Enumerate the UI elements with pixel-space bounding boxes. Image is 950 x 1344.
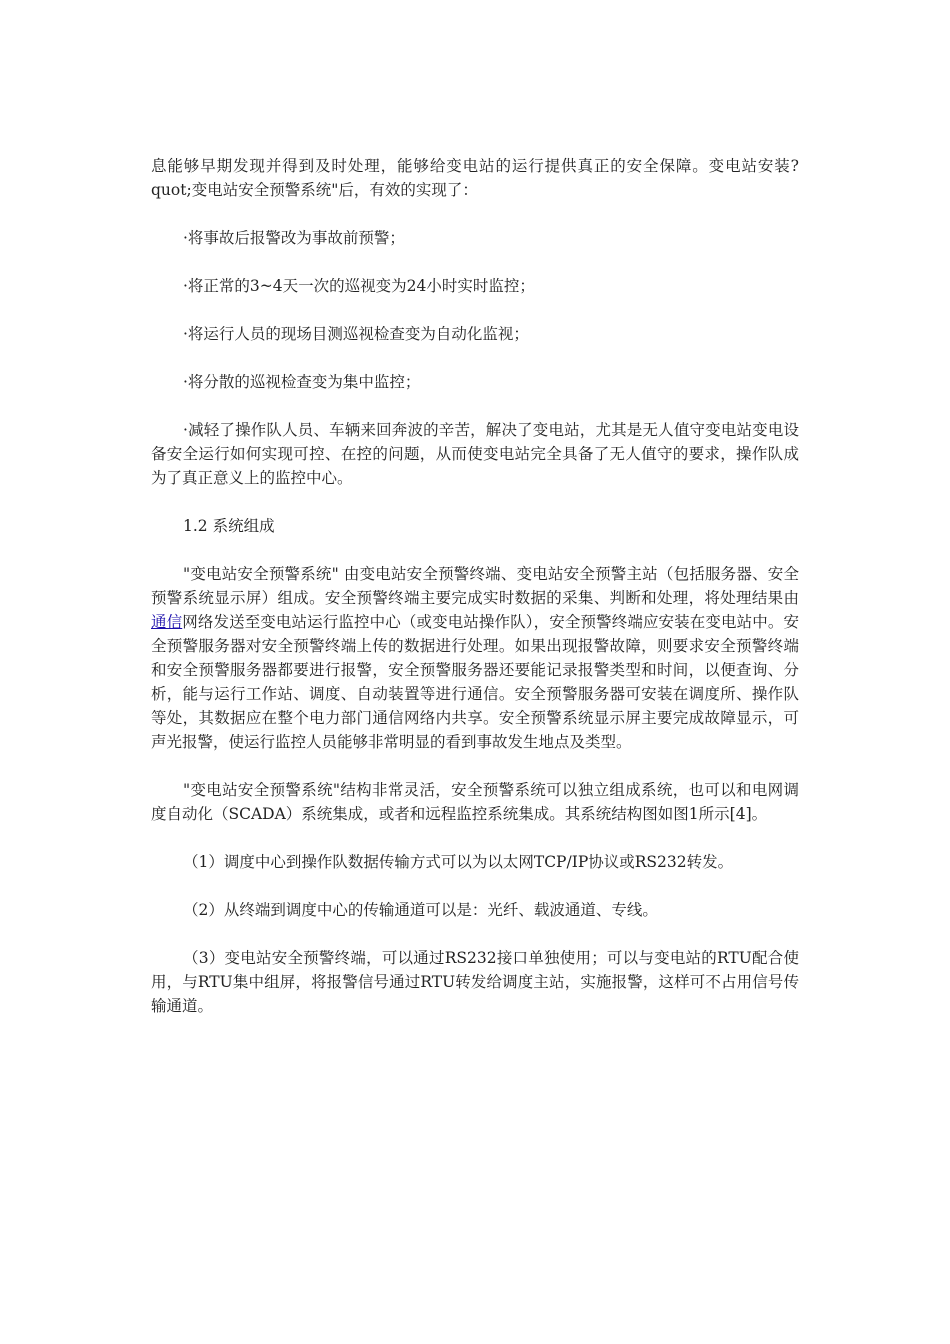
- bullet-item-1: ·将事故后报警改为事故前预警；: [183, 229, 405, 247]
- paragraph-system-composition: [151, 562, 799, 754]
- numbered-item-3: （3）变电站安全预警终端，可以通过RS232接口单独使用；可以与变电站的RTU配合使用，与RTU集中组屏，将报警信号通过RTU转发给调度主站，实施报警，这样可不占用信号传输通道。: [151, 949, 799, 1015]
- bullet-item-4: ·将分散的巡视检查变为集中监控；: [183, 373, 421, 391]
- bullet-item-2: ·将正常的3~4天一次的巡视变为24小时实时监控；: [183, 277, 535, 295]
- paragraph-text-after-link: 网络发送至变电站运行监控中心（或变电站操作队），安全预警终端应安装在变电站中。安全预警服务器对安全预警终端上传的数据进行处理。如果出现报警故障，则要求安全预警终端和安全预警服务器都要进行报警，安全预警服务器还要能记录报警类型和时间，以便查询、分析，能与运行工作站、调度、自动装置等进行通信。安全预警服务器可安装在调度所、操作队等处，其数据应在整个电力部门通信网络内共享。安全预警系统显示屏主要完成故障显示，可声光报警，使运行监控人员能够非常明显的看到事故发生地点及类型。: [151, 613, 799, 751]
- paragraph-text-before-link: "变电站安全预警系统" 由变电站安全预警终端、变电站安全预警主站（包括服务器、安全预警系统显示屏）组成。安全预警终端主要完成实时数据的采集、判断和处理，将处理结果由: [151, 565, 799, 607]
- section-heading: 1.2 系统组成: [183, 517, 275, 535]
- bullet-item-3: ·将运行人员的现场目测巡视检查变为自动化监视；: [183, 325, 529, 343]
- communication-link[interactable]: 通信: [151, 613, 183, 631]
- document-body: [151, 154, 799, 1018]
- paragraph-intro: 息能够早期发现并得到及时处理，能够给变电站的运行提供真正的安全保障。变电站安装?quot;变电站安全预警系统"后，有效的实现了：: [151, 157, 799, 199]
- numbered-item-1: （1）调度中心到操作队数据传输方式可以为以太网TCP/IP协议或RS232转发。: [183, 853, 734, 871]
- numbered-item-2: （2）从终端到调度中心的传输通道可以是：光纤、载波通道、专线。: [183, 901, 658, 919]
- bullet-item-5: ·减轻了操作队人员、车辆来回奔波的辛苦，解决了变电站，尤其是无人值守变电站变电设备安全运行如何实现可控、在控的问题，从而使变电站完全具备了无人值守的要求，操作队成为了真正意义上的监控中心。: [151, 421, 799, 487]
- paragraph-structure: "变电站安全预警系统"结构非常灵活，安全预警系统可以独立组成系统，也可以和电网调度自动化（SCADA）系统集成，或者和远程监控系统集成。其系统结构图如图1所示[4]。: [151, 781, 799, 823]
